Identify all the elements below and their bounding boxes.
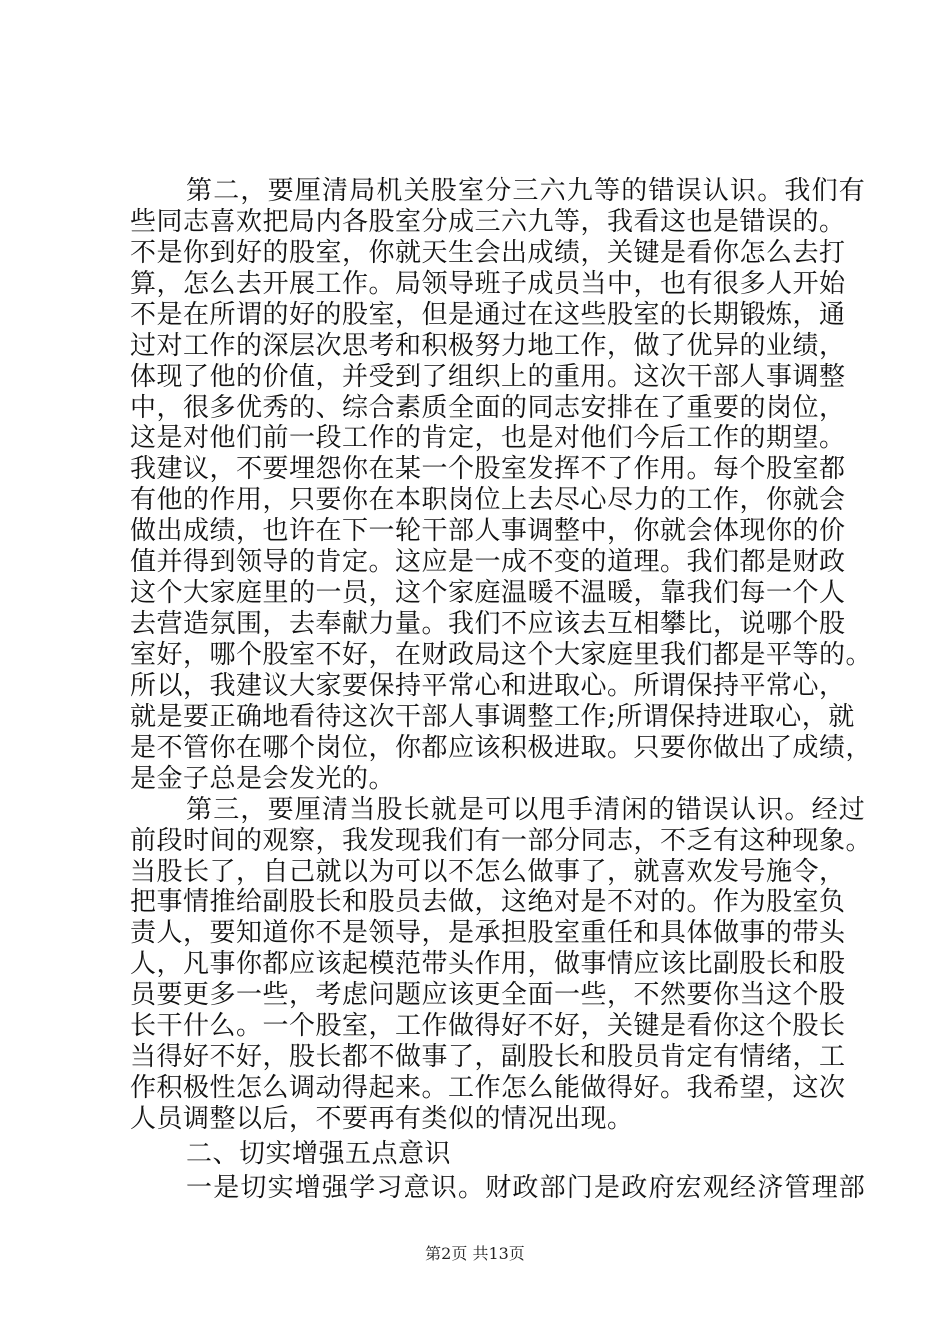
- text-line: 些同志喜欢把局内各股室分成三六九等，我看这也是错误的。: [130, 207, 846, 237]
- text-line: 员要更多一些，考虑问题应该更全面一些，不然要你当这个股: [130, 980, 846, 1010]
- text-line: 就是要正确地看待这次干部人事调整工作;所谓保持进取心，就: [130, 702, 855, 732]
- text-line: 中，很多优秀的、综合素质全面的同志安排在了重要的岗位，: [130, 393, 846, 423]
- text-line: 责人，要知道你不是领导，是承担股室重任和具体做事的带头: [130, 918, 846, 948]
- text-line: 长干什么。一个股室，工作做得好不好，关键是看你这个股长: [130, 1011, 846, 1041]
- text-line: 作积极性怎么调动得起来。工作怎么能做得好。我希望，这次: [130, 1073, 846, 1103]
- text-line: 第二，要厘清局机关股室分三六九等的错误认识。我们有: [186, 176, 867, 206]
- text-line: 是金子总是会发光的。: [130, 764, 396, 794]
- text-line: 值并得到领导的肯定。这应是一成不变的道理。我们都是财政: [130, 547, 846, 577]
- text-line: 去营造氛围，去奉献力量。我们不应该去互相攀比，说哪个股: [130, 609, 846, 639]
- text-line: 我建议，不要埋怨你在某一个股室发挥不了作用。每个股室都: [130, 454, 846, 484]
- text-line: 算，怎么去开展工作。局领导班子成员当中，也有很多人开始: [130, 269, 846, 299]
- text-line: 有他的作用，只要你在本职岗位上去尽心尽力的工作，你就会: [130, 485, 846, 515]
- text-line: 不是你到好的股室，你就天生会出成绩，关键是看你怎么去打: [130, 238, 846, 268]
- text-line: 人，凡事你都应该起模范带头作用，做事情应该比副股长和股: [130, 949, 846, 979]
- page-number-footer: 第2页 共13页: [425, 1244, 525, 1263]
- text-line: 把事情推给副股长和股员去做，这绝对是不对的。作为股室负: [130, 887, 846, 917]
- text-line: 过对工作的深层次思考和积极努力地工作，做了优异的业绩，: [130, 331, 846, 361]
- text-line: 是不管你在哪个岗位，你都应该积极进取。只要你做出了成绩，: [130, 733, 873, 763]
- text-line: 室好，哪个股室不好，在财政局这个大家庭里我们都是平等的。: [130, 640, 873, 670]
- text-line: 当得好不好，股长都不做事了，副股长和股员肯定有情绪，工: [130, 1042, 846, 1072]
- text-line: 这是对他们前一段工作的肯定，也是对他们今后工作的期望。: [130, 423, 846, 453]
- text-line: 所以，我建议大家要保持平常心和进取心。所谓保持平常心，: [130, 671, 846, 701]
- text-line: 人员调整以后，不要再有类似的情况出现。: [130, 1104, 634, 1134]
- text-line: 一是切实增强学习意识。财政部门是政府宏观经济管理部: [186, 1173, 867, 1203]
- text-line: 体现了他的价值，并受到了组织上的重用。这次干部人事调整: [130, 362, 846, 392]
- section-heading: 二、切实增强五点意识: [186, 1139, 452, 1169]
- text-line: 当股长了，自己就以为可以不怎么做事了，就喜欢发号施令，: [130, 857, 846, 887]
- text-line: 这个大家庭里的一员，这个家庭温暖不温暖，靠我们每一个人: [130, 578, 846, 608]
- text-line: 做出成绩，也许在下一轮干部人事调整中，你就会体现你的价: [130, 516, 846, 546]
- text-line: 前段时间的观察，我发现我们有一部分同志，不乏有这种现象。: [130, 826, 873, 856]
- text-line: 第三，要厘清当股长就是可以甩手清闲的错误认识。经过: [186, 795, 867, 825]
- text-line: 不是在所谓的好的股室，但是通过在这些股室的长期锻炼，通: [130, 300, 846, 330]
